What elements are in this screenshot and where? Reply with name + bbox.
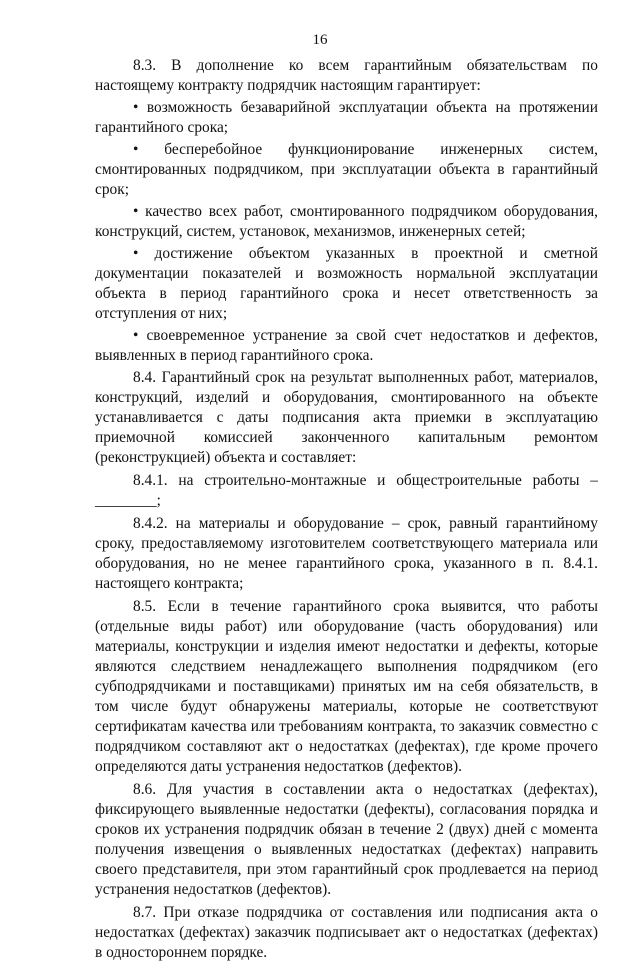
- bullet-item: • достижение объектом указанных в проектной и сметной документации показателей и возможность нормальной эксплуатации объекта в период гарантийного срока и несет ответственность за отступления от них;: [95, 244, 598, 324]
- bullet-item: • возможность безаварийной эксплуатации объекта на протяжении гарантийного срока;: [95, 98, 598, 138]
- paragraph-8-4-1: 8.4.1. на строительно-монтажные и общестроительные работы – ________;: [95, 472, 598, 509]
- document-body: [95, 56, 598, 963]
- paragraph-8-7: 8.7. При отказе подрядчика от составления или подписания акта о недостатках (дефектах) заказчик подписывает акт о недостатках (дефектах) в одностороннем порядке.: [95, 904, 598, 961]
- paragraph-8-6: 8.6. Для участия в составлении акта о недостатках (дефектах), фиксирующего выявленные недостатки (дефекты), согласования порядка и сроков их устранения подрядчик обязан в течение 2 (двух) дней с момента получения извещения о выявленных недостатках (дефектах) направить своего представителя, при этом гарантийный срок продлевается на период устранения недостатков (дефектов).: [95, 781, 598, 898]
- bullet-item: • своевременное устранение за свой счет недостатков и дефектов, выявленных в период гарантийного срока.: [95, 326, 598, 366]
- bullet-item: • бесперебойное функционирование инженерных систем, смонтированных подрядчиком, при эксплуатации объекта в гарантийный срок;: [95, 140, 598, 200]
- paragraph-8-4-2: 8.4.2. на материалы и оборудование – срок, равный гарантийному сроку, предоставляемому изготовителем соответствующего материала или оборудования, но не менее гарантийного срока, указанного в п. 8.4.1. настоящего контракта;: [95, 515, 598, 592]
- page-number: 16: [312, 32, 328, 48]
- paragraph-8-5: 8.5. Если в течение гарантийного срока выявится, что работы (отдельные виды работ) или оборудование (часть оборудования) или материалы, конструкции и изделия имеют недостатки и дефекты, которые являются следствием ненадлежащего выполнения подрядчиком (его субподрядчиками и поставщиками) принятых им на себя обязательств, в том числе будут обнаружены материалы, которые не соответствуют сертификатам качества или требованиям контракта, то заказчик совместно с подрядчиком составляют акт о недостатках (дефектах), где кроме прочего определяются даты устранения недостатков (дефектов).: [95, 598, 598, 775]
- paragraph-8-4: 8.4. Гарантийный срок на результат выполненных работ, материалов, конструкций, изделий и оборудования, смонтированного на объекте устанавливается с даты подписания акта приемки в эксплуатацию приемочной комиссией законченного капитальным ремонтом (реконструкцией) объекта и составляет:: [95, 369, 598, 466]
- bullet-item: • качество всех работ, смонтированного подрядчиком оборудования, конструкций, систем, установок, механизмов, инженерных сетей;: [95, 202, 598, 242]
- paragraph-8-3: 8.3. В дополнение ко всем гарантийным обязательствам по настоящему контракту подрядчик настоящим гарантирует:: [95, 57, 598, 94]
